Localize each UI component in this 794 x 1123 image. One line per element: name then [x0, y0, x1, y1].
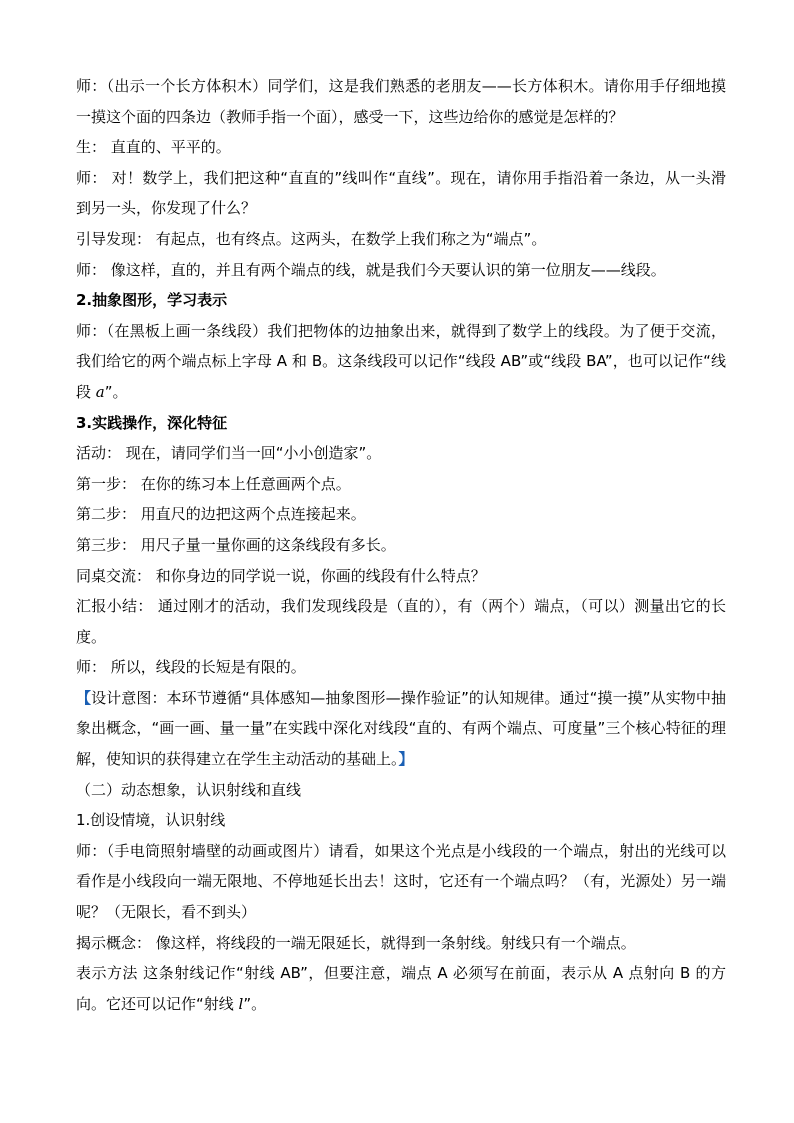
heading-text: 1.创设情境，认识射线 [76, 811, 226, 830]
paragraph-step-one [76, 469, 726, 500]
heading-text: 2.抽象图形，学习表示 [76, 291, 228, 310]
paragraph-text: ”。 [104, 382, 128, 401]
paragraph-ray-notation [76, 958, 726, 1019]
paragraph-text: 第三步： 用尺子量一量你画的这条线段有多长。 [76, 535, 396, 554]
design-intent-text: 设计意图：本环节遵循“具体感知—抽象图形—操作验证”的认知规律。通过“摸一摸”从实物中抽象出概念，“画一画、量一量”在实践中深化对线段“直的、有两个端点、可度量”三个核心特征的理解，使知识的获得建立在学生主动活动的基础上。 [76, 688, 726, 769]
paragraph-text: 表示方法 这条射线记作“射线 AB”，但要注意，端点 A 必须写在前面，表示从 A 点射向 B 的方向。它还可以记作“射线 [76, 964, 726, 1013]
paragraph-text: 引导发现： 有起点，也有终点。这两头，在数学上我们称之为“端点”。 [76, 229, 547, 248]
math-variable-a: a [95, 382, 105, 401]
paragraph-text: 师： 对！数学上，我们把这种“直直的”线叫作“直线”。现在，请你用手指沿着一条边，从一头滑到另一头，你发现了什么？ [76, 168, 726, 218]
paragraph-text: 第二步： 用直尺的边把这两个点连接起来。 [76, 505, 366, 524]
paragraph-teacher-segment [76, 255, 726, 286]
paragraph-text: 师：（手电筒照射墙壁的动画或图片）请看，如果这个光点是小线段的一个端点，射出的光线可以看作是小线段向一端无限地、不停地延长出去！这时，它还有一个端点吗？（有，光源处）另一端呢？（无限长，看不到头） [76, 841, 726, 922]
paragraph-text: 活动： 现在，请同学们当一回“小小创造家”。 [76, 444, 382, 463]
section-heading-abstract [76, 285, 726, 316]
paragraph-teacher-straight-line [76, 163, 726, 224]
paragraph-teacher-intro [76, 71, 726, 132]
paragraph-reveal-concept [76, 928, 726, 959]
math-variable-l: l [238, 994, 244, 1013]
heading-text: 3.实践操作，深化特征 [76, 413, 228, 432]
design-intent-note [76, 683, 726, 775]
paragraph-teacher-flashlight [76, 836, 726, 928]
paragraph-text: 师： 像这样，直的，并且有两个端点的线，就是我们今天要认识的第一位朋友——线段。 [76, 260, 666, 279]
paragraph-text: 师：（出示一个长方体积木）同学们，这是我们熟悉的老朋友——长方体积木。请你用手仔细地摸一摸这个面的四条边（教师手指一个面），感受一下，这些边给你的感觉是怎样的？ [76, 77, 726, 126]
paragraph-peer-discussion [76, 561, 726, 592]
paragraph-activity [76, 438, 726, 469]
paragraph-text: ”。 [243, 994, 267, 1013]
subsection-heading-ray [76, 805, 726, 836]
paragraph-text: 汇报小结： 通过刚才的活动，我们发现线段是（直的），有（两个）端点，（可以）测量出它的长度。 [76, 597, 726, 646]
paragraph-text: 生： 直直的、平平的。 [76, 138, 231, 157]
bracket-open: 【 [76, 688, 92, 707]
paragraph-guided-discovery [76, 224, 726, 255]
paragraph-text: 师：（在黑板上画一条线段）我们把物体的边抽象出来，就得到了数学上的线段。为了便于交流，我们给它的两个端点标上字母 A 和 B。这条线段可以记作“线段 AB”或“线段 BA”，也可以记作“线段 [76, 321, 726, 401]
paragraph-text: 第一步： 在你的练习本上任意画两个点。 [76, 474, 351, 493]
section-heading-dynamic [76, 775, 726, 806]
paragraph-step-two [76, 499, 726, 530]
paragraph-teacher-notation [76, 316, 726, 408]
paragraph-text: 揭示概念： 像这样，将线段的一端无限延长，就得到一条射线。射线只有一个端点。 [76, 933, 636, 952]
paragraph-text: 师： 所以，线段的长短是有限的。 [76, 658, 306, 677]
paragraph-text: 同桌交流： 和你身边的同学说一说，你画的线段有什么特点？ [76, 566, 486, 585]
paragraph-summary-report [76, 591, 726, 652]
document-page [76, 71, 726, 1019]
paragraph-student-answer [76, 132, 726, 163]
paragraph-teacher-finite [76, 652, 726, 683]
paragraph-step-three [76, 530, 726, 561]
section-heading-practice [76, 408, 726, 439]
bracket-close: 】 [398, 750, 414, 769]
heading-text: （二）动态想象，认识射线和直线 [76, 780, 302, 799]
